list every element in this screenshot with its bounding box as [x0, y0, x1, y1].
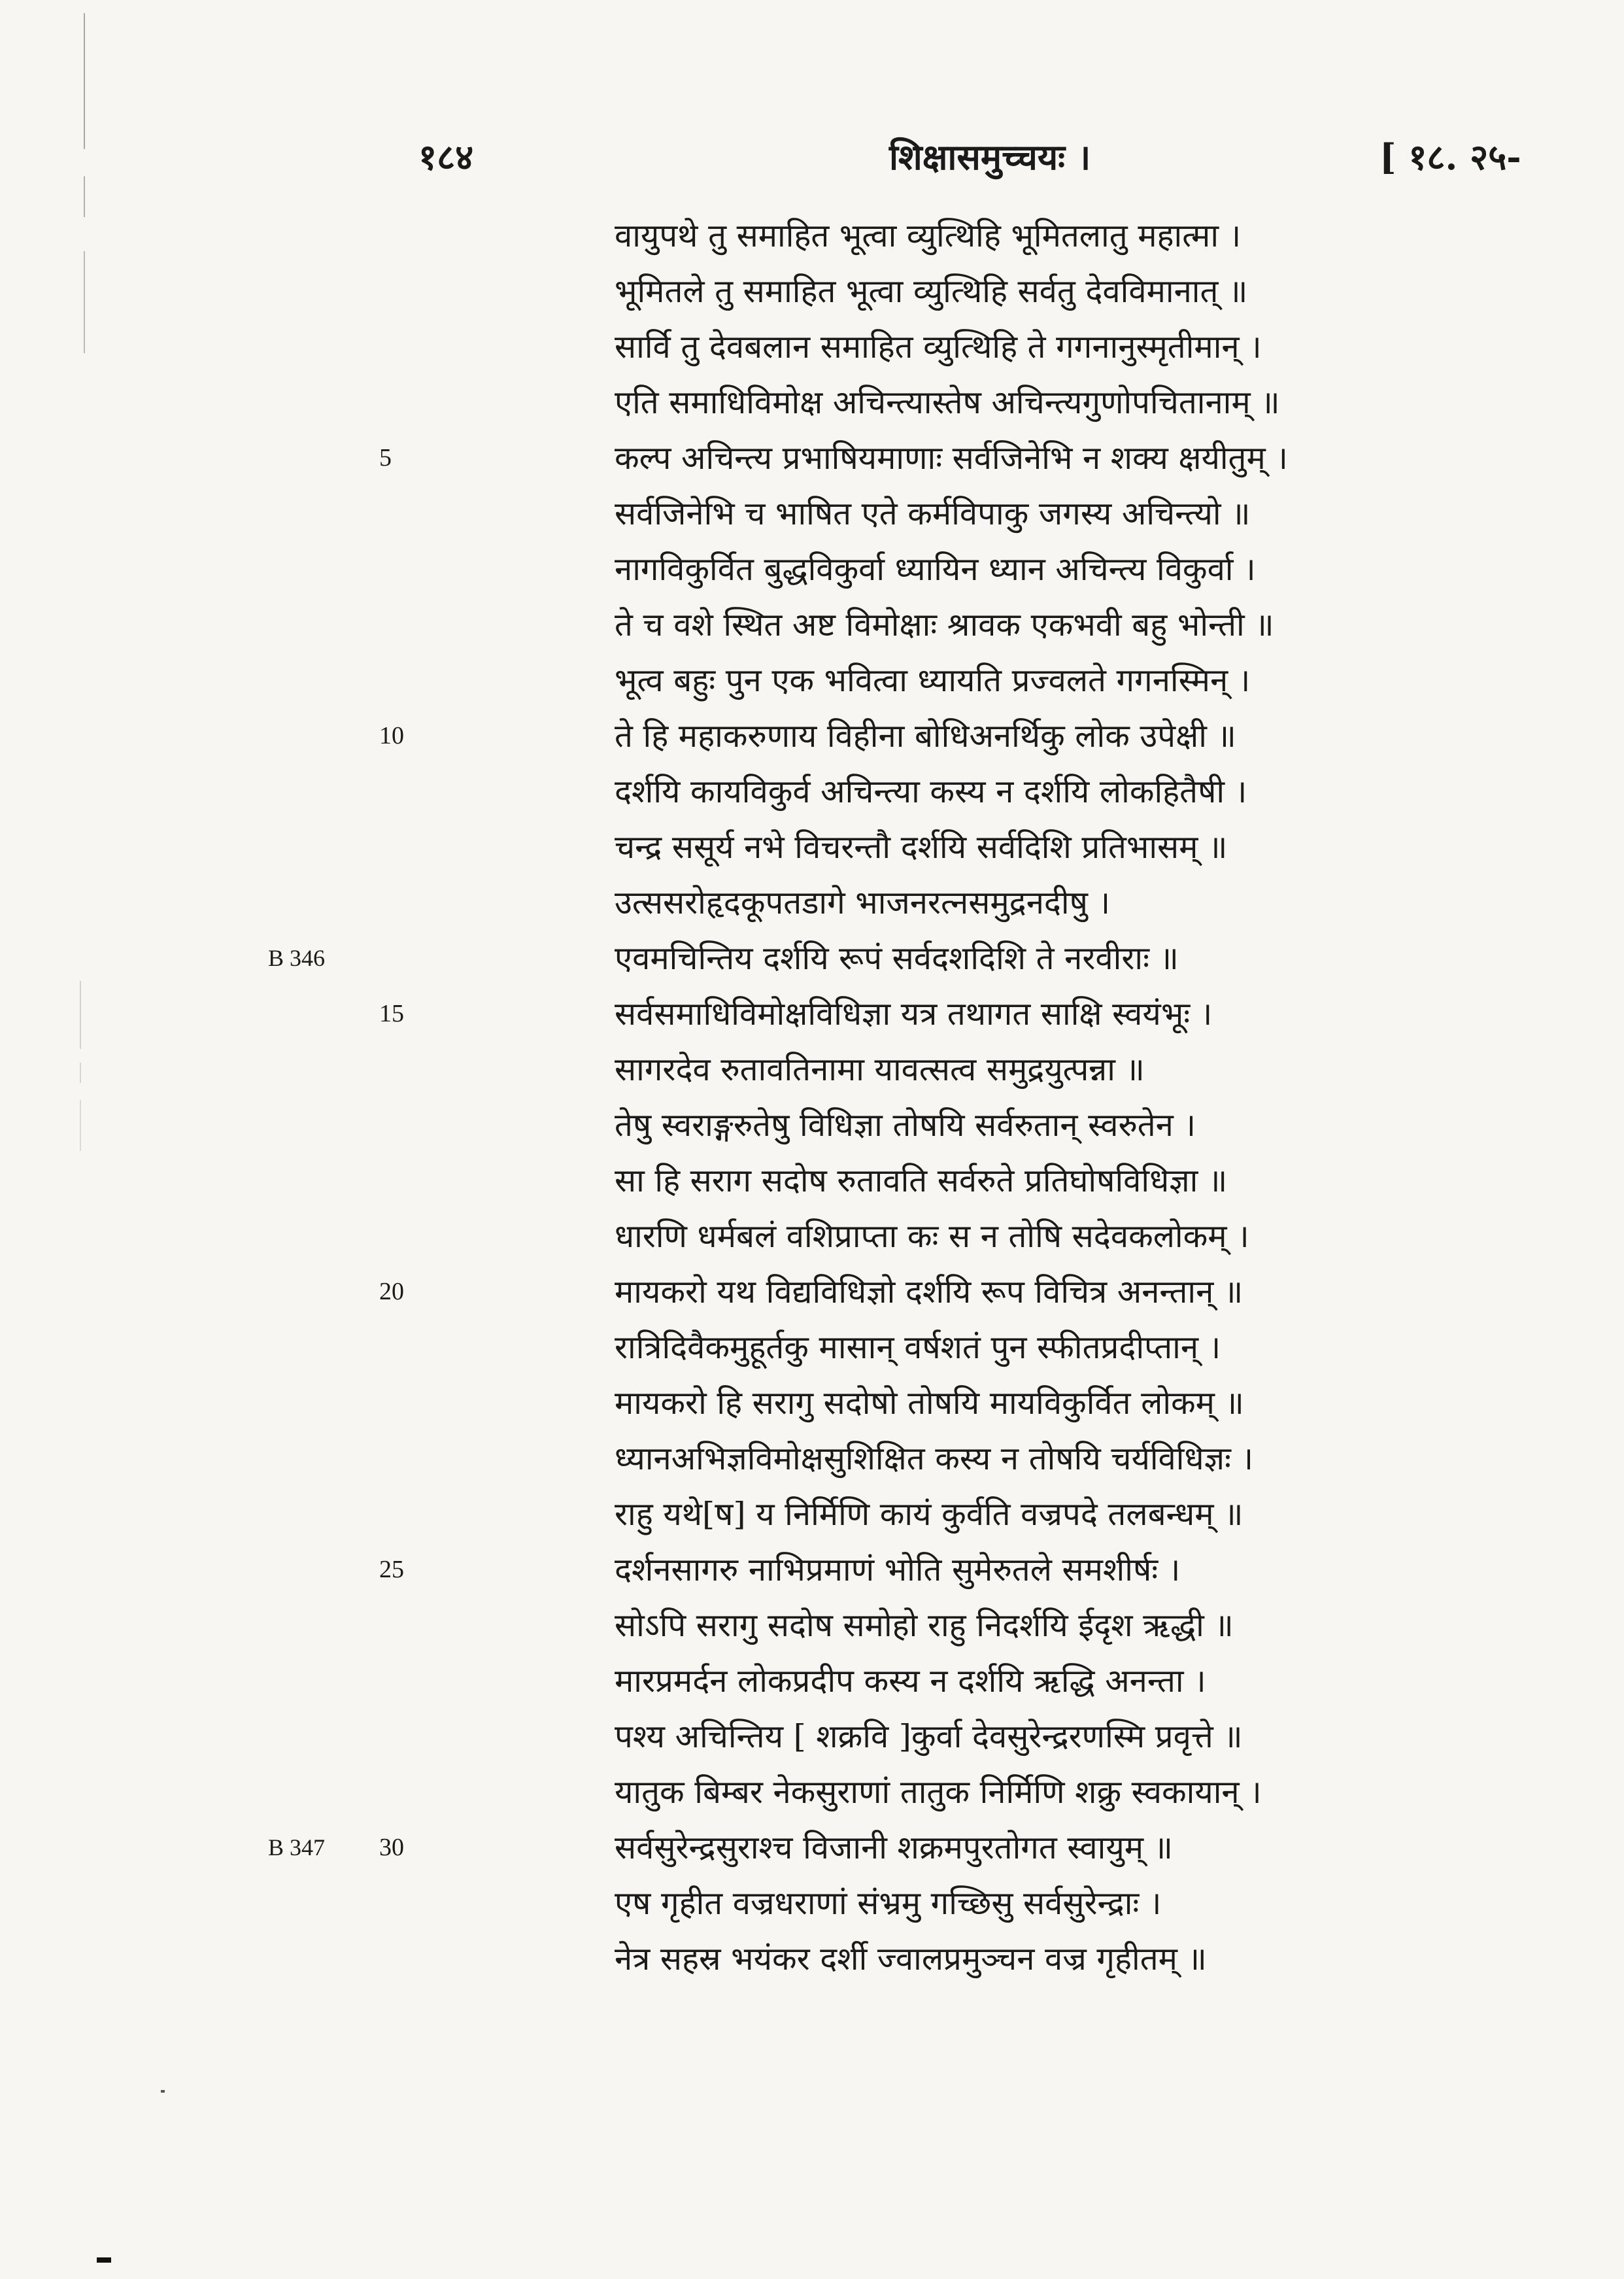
- page-header: [0, 124, 1624, 190]
- verse-line: [0, 1264, 1624, 1320]
- verse-line: [0, 1375, 1624, 1431]
- verse-line-text: रात्रिदिवैकमुहूर्तकु मासान् वर्षशतं पुन स्फीतप्रदीप्तान् ।: [615, 1329, 1221, 1366]
- section-reference: [ १८. २५-: [1379, 136, 1521, 178]
- verse-line: [0, 264, 1624, 319]
- verse-line-text: दर्शयि कायविकुर्व अचिन्त्या कस्य न दर्शयि लोकहितैषी ।: [615, 773, 1247, 810]
- verse-line-text: धारणि धर्मबलं वशिप्राप्ता कः स न तोषि सदेवकलोकम् ।: [615, 1218, 1249, 1255]
- verse-line-text: नागविकुर्वित बुद्धविकुर्वा ध्यायिन ध्यान अचिन्त्य विकुर्वा ।: [615, 551, 1256, 588]
- verse-line-text: उत्ससरोहृदकूपतडागे भाजनरत्नसमुद्रनदीषु ।: [615, 884, 1111, 921]
- verse-line-text: ध्यानअभिज्ञविमोक्षसुशिक्षित कस्य न तोषयि चर्यविधिज्ञः ।: [615, 1440, 1254, 1477]
- verse-line-text: ते च वशे स्थित अष्ट विमोक्षाः श्रावक एकभवी बहु भोन्ती ॥: [615, 606, 1274, 643]
- line-number: 25: [379, 1556, 404, 1583]
- verse-line: [0, 931, 1624, 986]
- line-number: 15: [379, 1000, 404, 1027]
- verse-line-text: सर्वसमाधिविमोक्षविधिज्ञा यत्र तथागत साक्षि स्वयंभूः ।: [615, 995, 1213, 1033]
- verse-line: [0, 1097, 1624, 1153]
- verse-line-text: मायकरो हि सरागु सदोषो तोषयि मायविकुर्वित लोकम् ॥: [615, 1384, 1244, 1422]
- verse-line-text: राहु यथे[ष] य निर्मिणि कायं कुर्वति वज्रपदे तलबन्धम् ॥: [615, 1496, 1243, 1533]
- verse-line: [0, 1931, 1624, 1987]
- verse-line-text: नेत्र सहस्र भयंकर दर्शी ज्वालप्रमुञ्चन वज्र गृहीतम् ॥: [615, 1940, 1207, 1978]
- line-number: 10: [379, 722, 404, 749]
- verse-line-text: मारप्रमर्दन लोकप्रदीप कस्य न दर्शयि ऋद्धि अनन्ता ।: [615, 1662, 1206, 1700]
- verse-line: [0, 708, 1624, 764]
- verse-line-text: सर्वजिनेभि च भाषित एते कर्मविपाकु जगस्य अचिन्त्यो ॥: [615, 495, 1251, 532]
- verse-line-text: एष गृहीत वज्रधराणां संभ्रमु गच्छिसु सर्वसुरेन्द्राः ।: [615, 1885, 1162, 1922]
- verse-line-text: दर्शनसागरु नाभिप्रमाणं भोति सुमेरुतले समशीर्षः ।: [615, 1551, 1181, 1588]
- verse-line-text: सा हि सराग सदोष रुतावति सर्वरुते प्रतिघोषविधिज्ञा ॥: [615, 1162, 1228, 1199]
- verse-line-text: भूत्व बहुः पुन एक भवित्वा ध्यायति प्रज्वलते गगनस्मिन् ।: [615, 662, 1251, 699]
- verse-line-text: ते हि महाकरुणाय विहीना बोधिअनर्थिकु लोक उपेक्षी ॥: [615, 717, 1236, 755]
- verse-line: [0, 819, 1624, 875]
- verse-line: [0, 597, 1624, 653]
- verse-line-text: एति समाधिविमोक्ष अचिन्त्यास्तेष अचिन्त्यगुणोपचितानाम् ॥: [615, 384, 1280, 421]
- verse-line: [0, 319, 1624, 375]
- verse-line: [0, 541, 1624, 597]
- verse-line: [0, 875, 1624, 931]
- verse-line: [0, 1542, 1624, 1598]
- verse-line-text: भूमितले तु समाहित भूत्वा व्युत्थिहि सर्वतु देवविमानात् ॥: [615, 273, 1248, 310]
- verse-line: [0, 1042, 1624, 1097]
- verse-line: [0, 1764, 1624, 1820]
- verse-line: [0, 1653, 1624, 1709]
- verse-line-text: यातुक बिम्बर नेकसुराणां तातुक निर्मिणि शक्रु स्वकायान् ।: [615, 1774, 1262, 1811]
- verse-line-text: पश्य अचिन्तिय [ शक्रवि ]कुर्वा देवसुरेन्द्ररणस्मि प्रवृत्ते ॥: [615, 1718, 1243, 1755]
- verse-line-text: एवमचिन्तिय दर्शयि रूपं सर्वदशदिशि ते नरवीराः ॥: [615, 940, 1179, 977]
- verse-text-block: [0, 208, 1624, 1987]
- margin-reference: B 347: [268, 1834, 326, 1860]
- verse-line: [0, 1598, 1624, 1653]
- verse-line: [0, 1820, 1624, 1876]
- scan-speck: [97, 2257, 111, 2263]
- verse-line: [0, 1876, 1624, 1931]
- line-number: 30: [379, 1834, 404, 1861]
- running-title: शिक्षासमुच्चयः ।: [889, 136, 1091, 178]
- verse-line-text: सागरदेव रुतावतिनामा यावत्सत्व समुद्रयुत्पन्ना ॥: [615, 1051, 1145, 1088]
- verse-line: [0, 653, 1624, 708]
- verse-line-text: कल्प अचिन्त्य प्रभाषियमाणाः सर्वजिनेभि न शक्य क्षयीतुम् ।: [615, 439, 1288, 477]
- page-number: १८४: [418, 136, 474, 178]
- verse-line: [0, 375, 1624, 430]
- verse-line-text: वायुपथे तु समाहित भूत्वा व्युत्थिहि भूमितलातु महात्मा ।: [615, 217, 1242, 254]
- margin-reference: B 346: [268, 945, 326, 971]
- verse-line: [0, 764, 1624, 819]
- verse-line: [0, 1486, 1624, 1542]
- verse-line: [0, 1208, 1624, 1264]
- verse-line: [0, 208, 1624, 264]
- verse-line-text: तेषु स्वराङ्गरुतेषु विधिज्ञा तोषयि सर्वरुतान् स्वरुतेन ।: [615, 1106, 1196, 1144]
- scan-speck: [161, 2090, 165, 2093]
- verse-line: [0, 1153, 1624, 1208]
- verse-line: [0, 1320, 1624, 1375]
- verse-line-text: सार्वि तु देवबलान समाहित व्युत्थिहि ते गगनानुस्मृतीमान् ।: [615, 328, 1262, 366]
- verse-line: [0, 430, 1624, 486]
- verse-line: [0, 986, 1624, 1042]
- line-number: 5: [379, 444, 392, 471]
- verse-line: [0, 1709, 1624, 1764]
- verse-line: [0, 1431, 1624, 1486]
- verse-line-text: चन्द्र ससूर्य नभे विचरन्तौ दर्शयि सर्वदिशि प्रतिभासम् ॥: [615, 829, 1228, 866]
- line-number: 20: [379, 1278, 404, 1305]
- verse-line: [0, 486, 1624, 541]
- verse-line-text: मायकरो यथ विद्यविधिज्ञो दर्शयि रूप विचित्र अनन्तान् ॥: [615, 1273, 1243, 1311]
- verse-line-text: सर्वसुरेन्द्रसुराश्च विजानी शक्रमपुरतोगत स्वायुम् ॥: [615, 1829, 1173, 1866]
- verse-line-text: सोऽपि सरागु सदोष समोहो राहु निदर्शयि ईदृश ऋद्धी ॥: [615, 1607, 1234, 1644]
